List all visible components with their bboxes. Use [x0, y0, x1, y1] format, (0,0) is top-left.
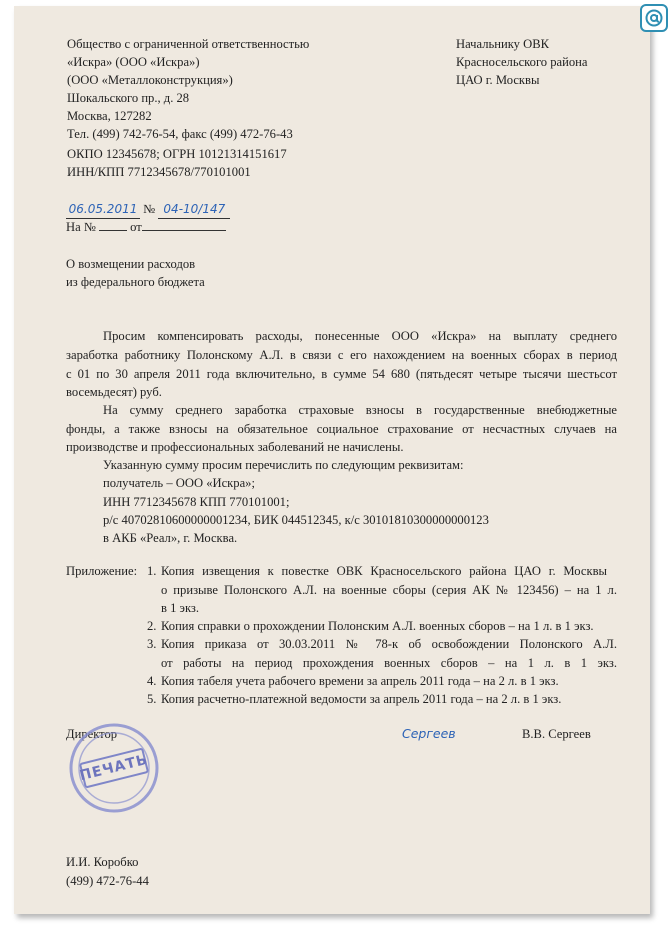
sender-line-3: (ООО «Металлоконструкция») — [67, 73, 233, 87]
at-sign-icon[interactable] — [640, 4, 668, 32]
sender-line-7: ОКПО 12345678; ОГРН 10121314151617 — [67, 147, 287, 161]
inn-kpp-line: ИНН 7712345678 КПП 770101001; — [103, 495, 290, 509]
attachment-5-number: 5. — [147, 692, 157, 706]
recipient-line-1: Начальнику ОВК — [456, 37, 550, 51]
incoming-date-blank — [142, 218, 226, 231]
body-p1-line-2: заработка работнику Полонскому А.Л. в связи с его нахождением на военных сборах в период — [66, 348, 617, 362]
seal-stamp — [68, 722, 160, 814]
attachment-3-line-2: от работы на период прохождения военных сборов – на 1 л. в 1 экз. — [161, 656, 617, 670]
outgoing-date-field — [66, 200, 140, 219]
sender-line-8: ИНН/КПП 7712345678/770101001 — [67, 165, 251, 179]
outgoing-number-field — [158, 200, 230, 219]
sender-line-2: «Искра» (ООО «Искра») — [67, 55, 200, 69]
executor-phone: (499) 472-76-44 — [66, 874, 149, 888]
body-p1-line-3: с 01 по 30 апреля 2011 года включительно, в сумме 54 680 (пятьдесят четыре тысячи шестьсот — [66, 367, 617, 381]
stamp-label: ПЕЧАТЬ — [78, 751, 150, 785]
body-p1-line-4: восемьдесят) руб. — [66, 385, 162, 399]
body-p3-line-1: Указанную сумму просим перечислить по следующим реквизитам: — [103, 458, 464, 472]
attachment-3-line-1: Копия приказа от 30.03.2011 № 78-к об освобождении Полонского А.Л. — [161, 637, 617, 651]
executor-name: И.И. Коробко — [66, 855, 139, 869]
handwritten-signature: Сергеев — [402, 726, 456, 741]
attachment-3-number: 3. — [147, 637, 157, 651]
bank-name-line: в АКБ «Реал», г. Москва. — [103, 531, 238, 545]
bank-account-line: р/с 40702810600000001234, БИК 044512345, к/с 30101810300000000123 — [103, 513, 489, 527]
stamp-label-wrap — [68, 722, 160, 814]
incoming-number-label: На № — [66, 220, 96, 234]
sender-line-4: Шокальского пр., д. 28 — [67, 91, 190, 105]
number-sign: № — [143, 202, 156, 216]
attachment-4-number: 4. — [147, 674, 157, 688]
signer-position: Директор — [66, 727, 118, 741]
attachment-2-number: 2. — [147, 619, 157, 633]
body-p2-line-3: производстве и профессиональных заболеваний не начислены. — [66, 440, 404, 454]
attachment-2-text: Копия справки о прохождении Полонским А.Л. военных сборов – на 1 л. в 1 экз. — [161, 619, 594, 633]
recipient-line-2: Красносельского района — [456, 55, 588, 69]
incoming-number-blank — [99, 218, 127, 231]
signer-name: В.В. Сергеев — [522, 727, 591, 741]
body-p2-line-1: На сумму среднего заработка страховые взносы в государственные внебюджетные — [103, 403, 617, 417]
body-p2-line-2: фонды, а также взносы на обязательное социальное страхование от несчастных случаев на — [66, 422, 617, 436]
outgoing-date: 06.05.2011 — [68, 202, 138, 216]
subject-line-2: из федерального бюджета — [66, 275, 205, 289]
attachment-5-text: Копия расчетно-платежной ведомости за апрель 2011 года – на 2 л. в 1 экз. — [161, 692, 562, 706]
body-p1-line-1: Просим компенсировать расходы, понесенные ООО «Искра» на выплату среднего — [103, 329, 617, 343]
outgoing-number: 04-10/147 — [163, 202, 226, 216]
incoming-reference — [66, 218, 226, 236]
sender-line-1: Общество с ограниченной ответственностью — [67, 37, 310, 51]
sender-line-6: Тел. (499) 742-76-54, факс (499) 472-76-43 — [67, 127, 293, 141]
sender-line-5: Москва, 127282 — [67, 109, 152, 123]
subject-line-1: О возмещении расходов — [66, 257, 196, 271]
attachment-4-text: Копия табеля учета рабочего времени за апрель 2011 года – на 2 л. в 1 экз. — [161, 674, 559, 688]
attachment-1-line-1: Копия извещения к повестке ОВК Красносельского района ЦАО г. Москвы — [161, 564, 607, 578]
attachments-label: Приложение: — [66, 564, 138, 578]
outgoing-reference — [66, 200, 230, 219]
recipient-line-3: ЦАО г. Москвы — [456, 73, 540, 87]
attachment-1-number: 1. — [147, 564, 157, 578]
attachment-1-line-3: в 1 экз. — [161, 601, 200, 615]
attachment-1-line-2: о призыве Полонского А.Л. на военные сборы (серия АК № 123456) – на 1 л. — [161, 583, 617, 597]
incoming-from-label: от — [130, 220, 142, 234]
payee-line: получатель – ООО «Искра»; — [103, 476, 255, 490]
